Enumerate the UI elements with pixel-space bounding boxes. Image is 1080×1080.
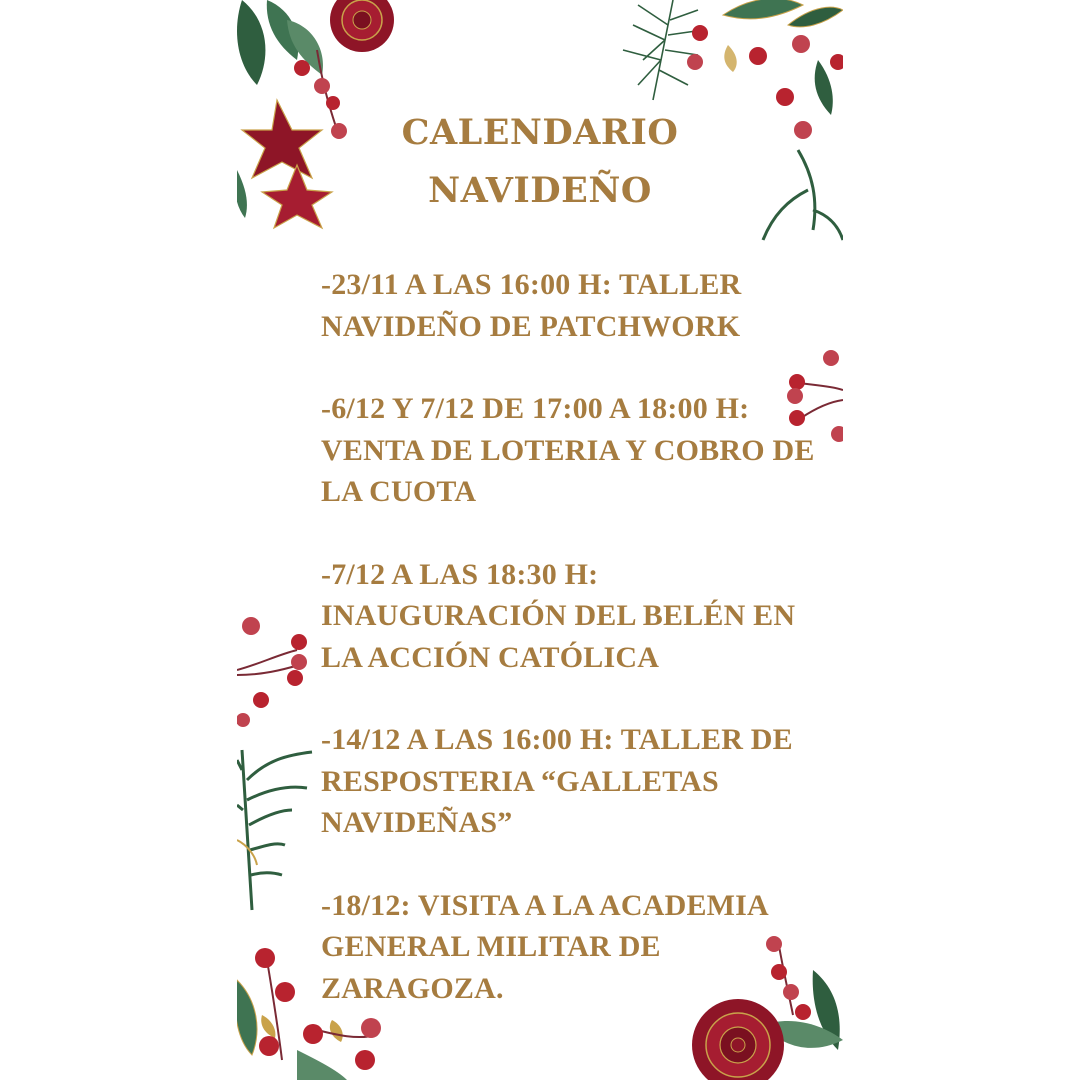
event-line: -18/12: VISITA A LA ACADEMIA [321, 888, 769, 922]
event-line: -14/12 A LAS 16:00 H: TALLER DE [321, 723, 793, 756]
page-title [237, 104, 843, 220]
event-item [321, 388, 831, 513]
event-line: INAUGURACIÓN DEL BELÉN EN [321, 599, 796, 632]
pine-icon [623, 0, 703, 100]
event-line: GENERAL MILITAR DE [321, 930, 661, 963]
event-line: LA ACCIÓN CATÓLICA [321, 640, 660, 674]
event-list [321, 264, 831, 1050]
leaf-icon [237, 0, 323, 85]
gold-leaf-icon [724, 45, 736, 72]
event-line: -6/12 Y 7/12 DE 17:00 A 18:00 H: [321, 392, 750, 425]
event-item [321, 719, 831, 844]
event-line: NAVIDEÑO DE PATCHWORK [321, 309, 741, 343]
flower-icon [330, 0, 394, 52]
event-item [321, 885, 831, 1010]
title-line: CALENDARIO [401, 112, 679, 153]
title-line: NAVIDEÑO [428, 170, 652, 211]
event-line: VENTA DE LOTERIA Y COBRO DE [321, 433, 815, 467]
event-line: -7/12 A LAS 18:30 H: [321, 557, 599, 591]
berry-icon [237, 617, 307, 727]
event-line: LA CUOTA [321, 475, 477, 508]
pine-icon [237, 750, 312, 910]
event-item [321, 554, 831, 679]
left-middle-decoration [237, 610, 317, 930]
event-line: ZARAGOZA. [321, 971, 504, 1005]
event-line: -23/11 A LAS 16:00 H: TALLER [321, 268, 742, 301]
event-line: NAVIDEÑAS” [321, 806, 513, 839]
event-item [321, 264, 831, 347]
event-line: RESPOSTERIA “GALLETAS [321, 764, 719, 798]
calendar-card [237, 0, 843, 1080]
